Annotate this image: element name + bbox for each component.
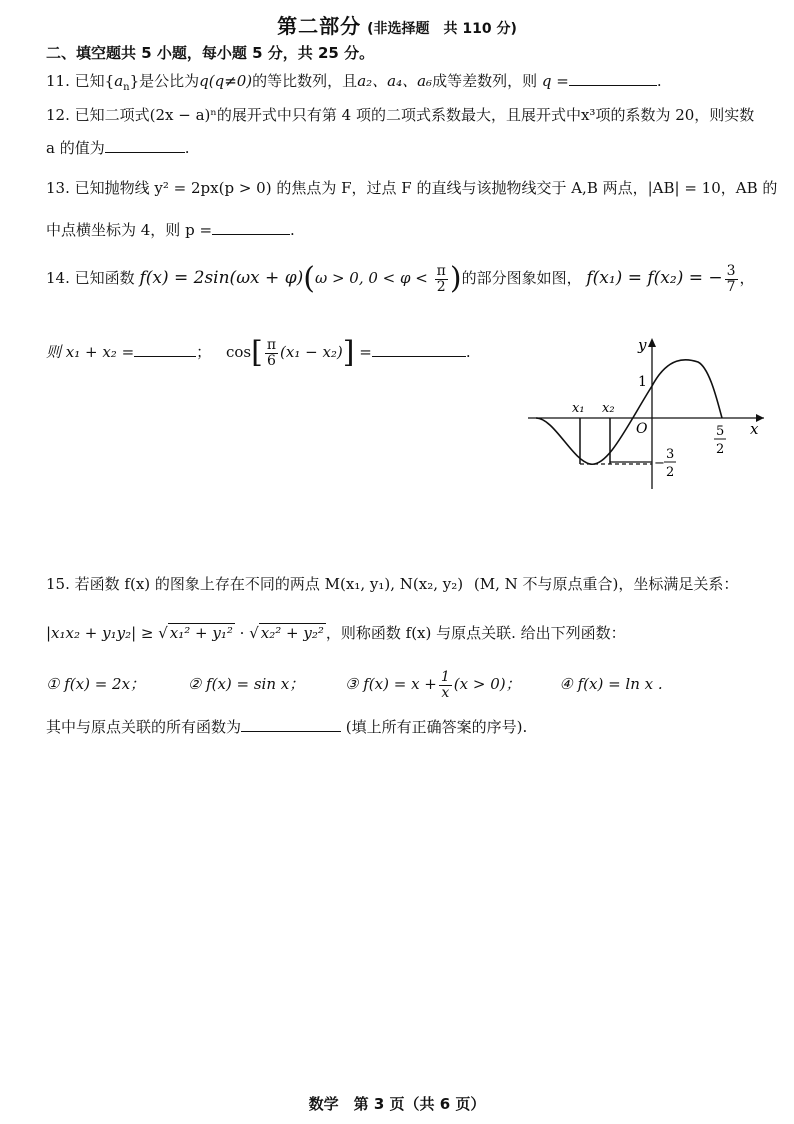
q13-answer-blank[interactable] <box>212 220 290 235</box>
minus-label: − <box>654 456 665 471</box>
q14-pi-over-2 <box>435 264 448 294</box>
q14-paren-close: ) <box>449 261 462 296</box>
y-label: y <box>638 336 647 354</box>
q12-end: . <box>184 139 190 157</box>
q15-opt3-n: 1 <box>440 668 450 685</box>
q14-cos: cos <box>225 343 252 361</box>
q12-line2: a 的值为 <box>46 139 105 157</box>
q15-sqrt2: x₂² + y₂² <box>260 624 324 642</box>
q14-sep: ； <box>196 343 212 361</box>
sine-graph <box>528 334 768 494</box>
q11-terms: a₂、a₄、a₆ <box>357 72 433 90</box>
q14-equation: f(x₁) = f(x₂) = − <box>586 268 723 288</box>
q11-seq: a <box>114 72 124 90</box>
q11-text-d: 成等差数列，则 <box>432 72 538 90</box>
q11-text-c: 的等比数列，且 <box>252 72 358 90</box>
q14-ask1: 则 x₁ + x₂ = <box>46 343 135 361</box>
q12-answer-blank[interactable] <box>105 138 185 153</box>
two-label: 2 <box>716 442 725 457</box>
q14-text-a: 已知函数 <box>74 269 135 287</box>
five-label: 5 <box>716 424 725 439</box>
q15-line2-b: ，则称函数 f(x) 与原点关联. 给出下列函数： <box>325 624 626 642</box>
question-13-cont <box>46 219 295 240</box>
q14-pi-over-6 <box>265 338 278 368</box>
q11-ask: q = <box>541 72 569 90</box>
question-12-cont <box>46 137 190 158</box>
q15-option-2: ② f(x) = sin x； <box>187 675 305 693</box>
q14-paren-open: ( <box>303 261 315 296</box>
q13-line2: 中点横坐标为 4，则 p = <box>46 221 213 239</box>
three-label: 3 <box>666 447 675 462</box>
sine-curve <box>536 360 725 465</box>
q15-one-over-x <box>439 670 452 700</box>
q14-end: . <box>465 343 471 361</box>
q14-number: 14. <box>46 269 70 287</box>
part-title: 第二部分 <box>277 14 362 38</box>
q14-comma: ， <box>739 269 755 287</box>
question-15-options <box>46 664 663 704</box>
x1-label: x₁ <box>572 401 585 416</box>
q13-end: . <box>290 221 295 239</box>
q15-sqrt1: x₁² + y₁² <box>169 624 233 642</box>
q11-q-cond: q(q≠0) <box>199 72 253 90</box>
q15-number: 15. <box>46 575 70 593</box>
page-footer: 数学 第 3 页（共 6 页） <box>308 1095 486 1113</box>
question-12 <box>46 104 754 125</box>
q14-three-sevenths <box>725 264 738 294</box>
question-15-ask <box>46 716 527 737</box>
q13-line1: 已知抛物线 y² = 2px(p > 0) 的焦点为 F，过点 F 的直线与该抛物线交于 A,B 两点，|AB| = 10，AB 的 <box>74 179 778 197</box>
x2-label: x₂ <box>602 401 615 416</box>
q13-number: 13. <box>46 179 70 197</box>
q14-inner: (x₁ − x₂) <box>280 343 343 361</box>
q11-answer-blank[interactable] <box>569 71 657 86</box>
q15-option-3: ③ f(x) = x + <box>345 675 437 693</box>
q14-seven: 7 <box>726 278 736 295</box>
q14-condition: ω > 0, 0 < φ < <box>314 269 428 287</box>
question-14-cont <box>46 330 471 374</box>
q14-text-b: 的部分图象如图， <box>461 269 582 287</box>
q14-two: 2 <box>436 278 446 295</box>
section-instructions: 二、填空题共 5 小题，每小题 5 分，共 25 分。 <box>46 44 375 62</box>
y-one-label: 1 <box>638 374 647 390</box>
q14-three: 3 <box>726 262 736 279</box>
q11-text-b: }是公比为 <box>129 72 200 90</box>
q14-pi: π <box>436 262 446 279</box>
q14-eq2: = <box>359 343 372 361</box>
section-header <box>0 10 794 39</box>
q12-line1: 已知二项式(2x − a)ⁿ的展开式中只有第 4 项的二项式系数最大，且展开式中x³项的系数为 20，则实数 <box>74 106 755 124</box>
q15-option-4: ④ f(x) = ln x . <box>559 675 663 693</box>
q15-opt3-d: x <box>441 684 450 701</box>
x-label: x <box>750 420 759 438</box>
q15-answer-blank[interactable] <box>241 717 341 732</box>
question-14 <box>46 256 755 300</box>
q15-ineq-a: |x₁x₂ + y₁y₂| ≥ <box>46 624 154 642</box>
part-subtitle: (非选择题 共 110 分) <box>367 21 517 37</box>
q15-hint: (填上所有正确答案的序号). <box>345 718 528 736</box>
q11-text-a: 已知{ <box>74 72 115 90</box>
question-13 <box>46 177 777 198</box>
question-11 <box>46 70 662 93</box>
q14-pi6-n: π <box>266 336 277 353</box>
q14-answer-blank-2[interactable] <box>372 342 466 357</box>
question-15 <box>46 573 738 594</box>
q12-number: 12. <box>46 106 70 124</box>
q15-dot: · <box>239 624 245 642</box>
origin-label: O <box>636 421 648 437</box>
q15-line1-a: 若函数 f(x) 的图象上存在不同的两点 M(x₁, y₁), N(x₂, y₂) <box>74 575 464 593</box>
q15-option-1: ① f(x) = 2x； <box>46 675 146 693</box>
q14-pi6-d: 6 <box>266 352 276 369</box>
q11-number: 11. <box>46 72 70 90</box>
q14-answer-blank-1[interactable] <box>134 342 196 357</box>
q15-ask-text: 其中与原点关联的所有函数为 <box>46 718 242 736</box>
q14-function: f(x) = 2sin(ωx + φ) <box>139 268 304 288</box>
q15-option-3-cond: (x > 0)； <box>453 675 521 693</box>
q11-seq-sub: n <box>123 82 130 93</box>
q14-bracket-close: ] <box>342 335 355 370</box>
question-15-ineq: |x₁x₂ + y₁y₂| ≥ √ x₁² + y₁² · √ x₂² + y₂² ，则称函数 f(x) 与原点关联. 给出下列函数： <box>46 624 626 642</box>
y-axis-arrow <box>648 338 656 347</box>
two-b-label: 2 <box>666 465 675 480</box>
q11-end: . <box>656 72 662 90</box>
q15-line1-b: (M, N 不与原点重合)，坐标满足关系： <box>473 575 739 593</box>
q14-bracket-open: [ <box>251 335 263 370</box>
